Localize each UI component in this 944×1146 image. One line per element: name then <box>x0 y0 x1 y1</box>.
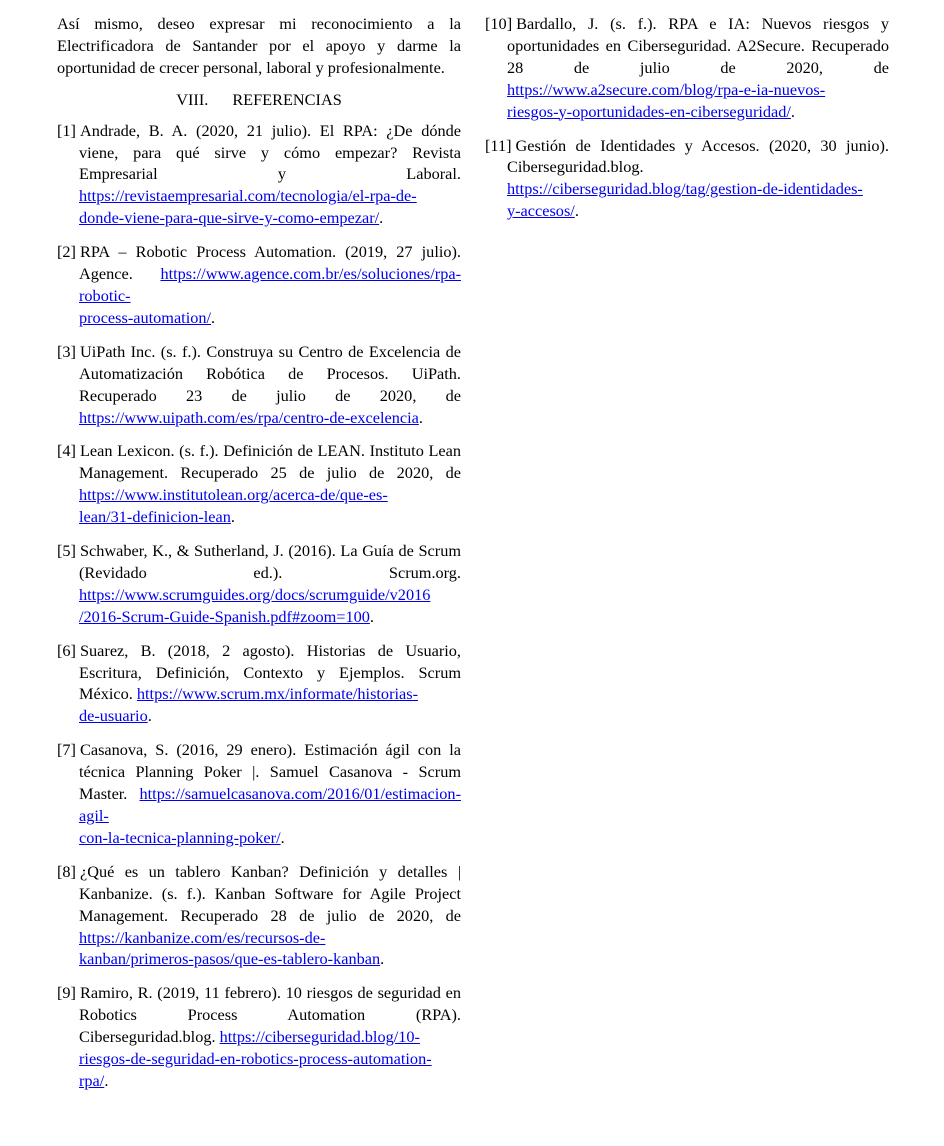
acknowledgment-paragraph: Así mismo, deseo expresar mi reconocimiento a la Electrificadora de Santander por el apoyo y darme la oportunidad de crecer personal, laboral y profesionalmente. <box>57 14 461 77</box>
reference-link-segment: de-usuario <box>79 706 148 726</box>
reference-link-segment: https://www.institutolean.org/acerca-de/que-es- <box>79 485 388 505</box>
reference-link-segment: https://www.a2secure.com/blog/rpa-e-ia-nuevos- <box>507 79 826 99</box>
reference-number: [11] <box>485 135 512 155</box>
reference-number: [9] <box>57 983 76 1003</box>
reference-item <box>57 640 461 728</box>
reference-text: Andrade, B. A. (2020, 21 julio). El RPA: ¿De dónde viene, para qué sirve y cómo empezar? Revista Empresarial y Laboral. <box>79 120 461 184</box>
reference-number: [10] <box>485 14 513 33</box>
reference-number: [1] <box>57 120 76 140</box>
reference-text: Schwaber, K., & Sutherland, J. (2016). La Guía de Scrum (Revidado ed.). Scrum.org. <box>79 541 461 582</box>
reference-trailing-period: . <box>104 1070 109 1090</box>
reference-text: Bardallo, J. (s. f.). RPA e IA: Nuevos riesgos y oportunidades en Ciberseguridad. A2Secure. Recuperado 28 de julio de 2020, de <box>507 14 889 77</box>
reference-link-segment: donde-viene-para-que-sirve-y-como-empezar/ <box>79 208 380 228</box>
right-column <box>485 13 889 234</box>
reference-link-segment: riesgos-y-oportunidades-en-ciberseguridad/ <box>507 101 791 121</box>
reference-text: ¿Qué es un tablero Kanban? Definición y detalles | Kanbanize. (s. f.). Kanban Software for Agile Project Management. Recuperado 28 de julio de 2020, de <box>79 861 461 925</box>
reference-link-segment: rpa/ <box>79 1070 105 1090</box>
reference-trailing-period: . <box>790 101 795 121</box>
reference-link[interactable] <box>79 264 461 327</box>
reference-trailing-period: . <box>379 208 384 228</box>
section-number: VIII. <box>176 89 209 109</box>
reference-text: Casanova, S. (2016, 29 enero). Estimación ágil con la técnica Planning Poker |. Samuel Casanova - Scrum Master. <box>79 740 461 804</box>
section-title: REFERENCIAS <box>232 89 342 109</box>
reference-number: [2] <box>57 242 76 262</box>
reference-link-segment: process-automation/ <box>79 307 212 327</box>
reference-number: [4] <box>57 441 76 461</box>
reference-text: UiPath Inc. (s. f.). Construya su Centro de Excelencia de Automatización Robótica de Procesos. UiPath. Recuperado 23 de julio de 2020, de <box>79 341 461 405</box>
reference-trailing-period: . <box>147 706 152 726</box>
reference-link-segment: https://ciberseguridad.blog/tag/gestion-de-identidades- <box>507 179 863 199</box>
reference-link[interactable] <box>79 408 419 427</box>
reference-text: RPA – Robotic Process Automation. (2019, 27 julio). Agence. <box>79 242 461 284</box>
reference-link-segment: https://revistaempresarial.com/tecnologia/el-rpa-de- <box>79 186 417 206</box>
reference-link-segment: con-la-tecnica-planning-poker/ <box>79 827 281 847</box>
reference-trailing-period: . <box>574 201 579 221</box>
reference-item <box>57 440 461 528</box>
reference-link-segment: riesgos-de-seguridad-en-robotics-process-automation- <box>79 1049 432 1069</box>
reference-link[interactable] <box>79 928 380 969</box>
reference-link-segment: https://samuelcasanova.com/2016/01/estimacion-agil- <box>79 784 461 825</box>
reference-link[interactable] <box>79 585 430 626</box>
reference-link-segment: y-accesos/ <box>507 201 575 221</box>
reference-link-segment: kanban/primeros-pasos/que-es-tablero-kanban <box>79 949 381 969</box>
reference-list-left <box>57 120 461 1092</box>
reference-trailing-period: . <box>280 827 285 847</box>
reference-link-segment: https://www.agence.com.br/es/soluciones/rpa-robotic- <box>79 264 461 305</box>
reference-list-right <box>485 13 889 222</box>
reference-link-segment: https://www.scrumguides.org/docs/scrumguide/v2016 <box>79 584 431 604</box>
reference-item <box>57 861 461 971</box>
reference-link[interactable] <box>79 186 417 227</box>
reference-number: [5] <box>57 541 76 561</box>
reference-link[interactable] <box>507 80 825 121</box>
reference-link-segment: /2016-Scrum-Guide-Spanish.pdf#zoom=100 <box>79 606 370 626</box>
left-column <box>57 13 461 1104</box>
reference-text: Gestión de Identidades y Accesos. (2020, 30 junio). Ciberseguridad.blog. <box>507 135 889 177</box>
reference-item <box>57 341 461 429</box>
reference-trailing-period: . <box>418 407 423 427</box>
reference-number: [6] <box>57 640 76 660</box>
reference-number: [7] <box>57 740 76 760</box>
reference-link-segment: https://kanbanize.com/es/recursos-de- <box>79 927 326 947</box>
reference-item <box>57 739 461 849</box>
section-heading <box>57 89 461 111</box>
reference-item <box>485 13 889 123</box>
reference-item <box>485 135 889 223</box>
reference-number: [8] <box>57 861 76 881</box>
reference-link-segment: lean/31-definicion-lean <box>79 507 231 527</box>
reference-item <box>57 982 461 1092</box>
reference-link[interactable] <box>507 179 863 220</box>
reference-link[interactable] <box>79 784 461 847</box>
reference-text: Ramiro, R. (2019, 11 febrero). 10 riesgos de seguridad en Robotics Process Automation (RPA). Ciberseguridad.blog. <box>79 983 461 1047</box>
reference-trailing-period: . <box>211 307 216 327</box>
reference-trailing-period: . <box>380 949 385 969</box>
reference-text: Suarez, B. (2018, 2 agosto). Historias de Usuario, Escritura, Definición, Contexto y Ejemplos. Scrum México. <box>79 640 461 704</box>
reference-item <box>57 120 461 230</box>
reference-text: Lean Lexicon. (s. f.). Definición de LEAN. Instituto Lean Management. Recuperado 25 de julio de 2020, de <box>79 441 461 483</box>
reference-trailing-period: . <box>369 606 374 626</box>
reference-item <box>57 540 461 628</box>
reference-link-segment: https://www.uipath.com/es/rpa/centro-de-excelencia <box>79 407 419 427</box>
reference-number: [3] <box>57 341 76 361</box>
reference-trailing-period: . <box>230 507 235 527</box>
reference-link-segment: https://www.scrum.mx/informate/historias- <box>136 684 419 704</box>
reference-link-segment: https://ciberseguridad.blog/10- <box>219 1027 420 1047</box>
reference-item <box>57 241 461 329</box>
